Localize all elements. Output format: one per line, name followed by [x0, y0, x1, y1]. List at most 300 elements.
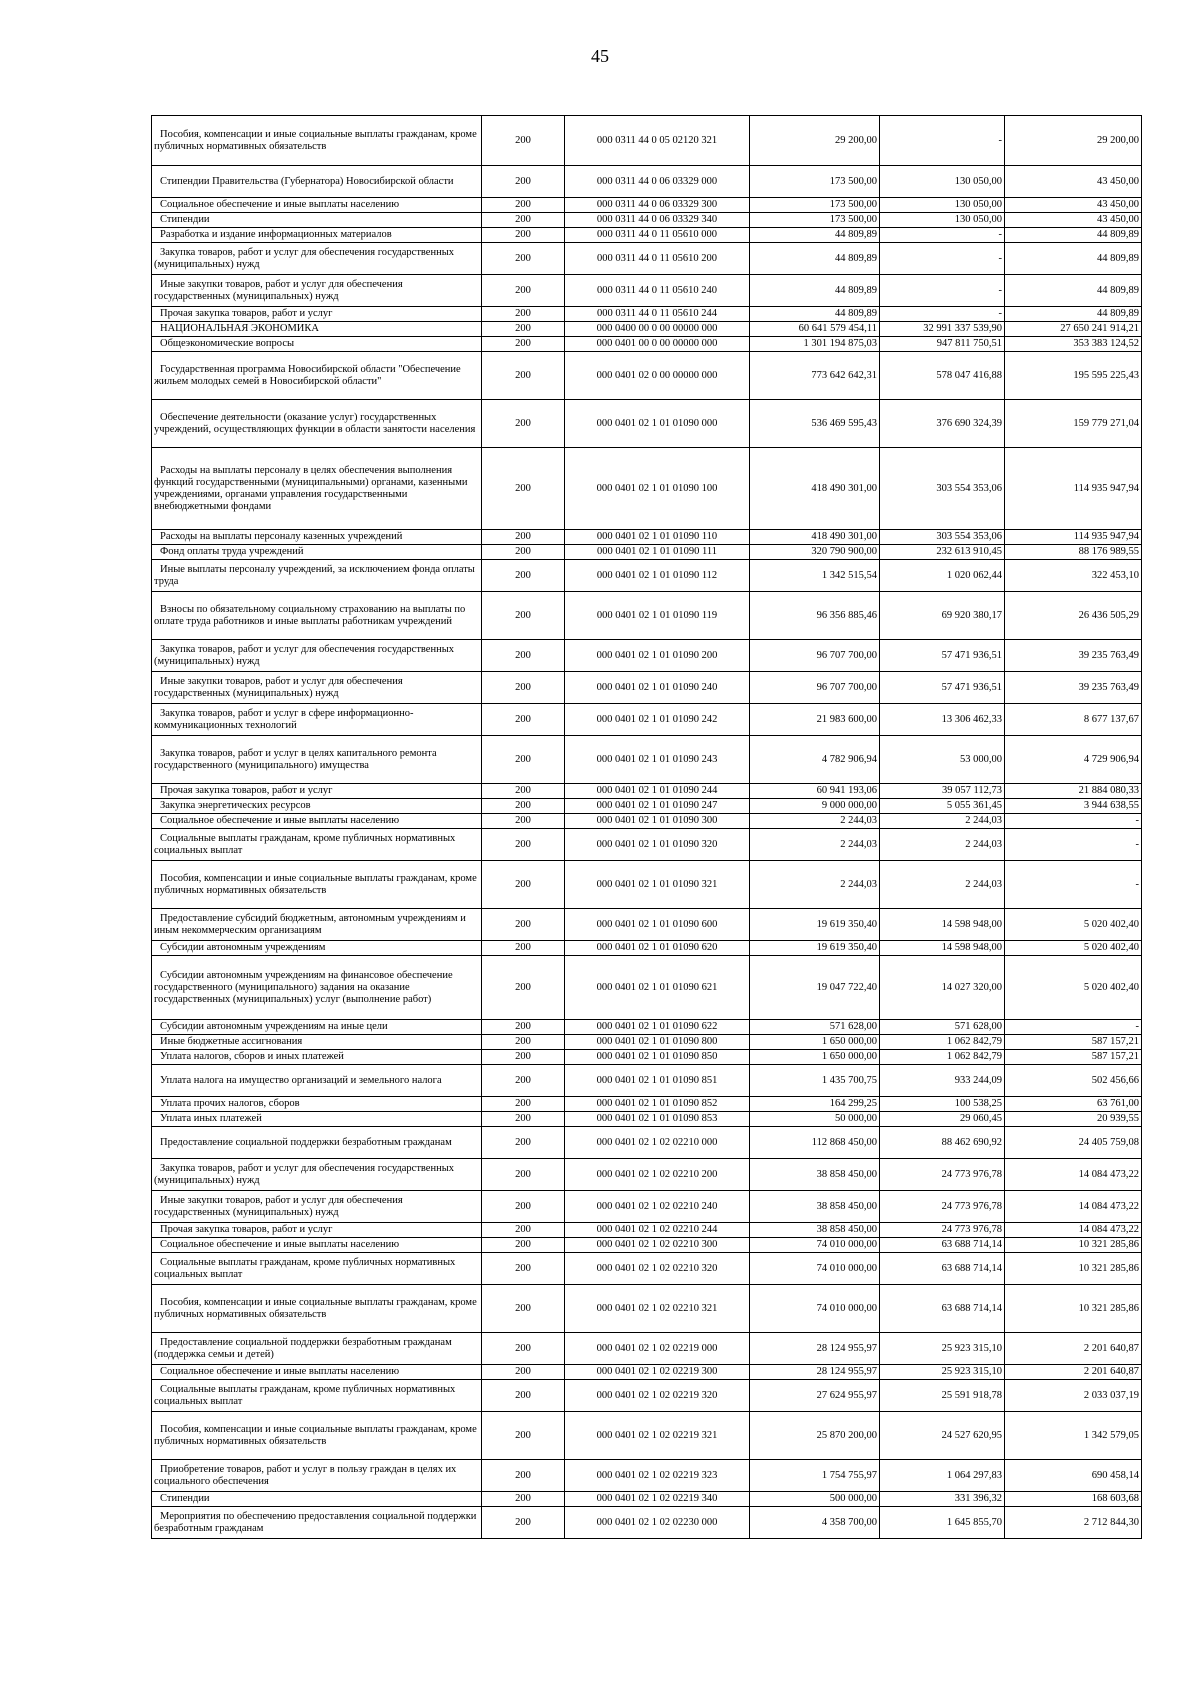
row-unexecuted-cell: 114 935 947,94: [1005, 448, 1142, 530]
row-name-cell: Расходы на выплаты персоналу в целях обеспечения выполнения функций государственными (муниципальными) органами, казенными учреждениями, органами управления государственными внебюджетными фондами: [152, 448, 482, 530]
row-executed-cell: -: [880, 307, 1005, 322]
row-code-cell: 200: [482, 530, 565, 545]
row-approved-cell: 1 650 000,00: [750, 1035, 880, 1050]
row-code-cell: 200: [482, 1127, 565, 1159]
row-unexecuted-cell: 20 939,55: [1005, 1112, 1142, 1127]
row-unexecuted-cell: 4 729 906,94: [1005, 736, 1142, 784]
row-name-cell: Предоставление социальной поддержки безработным гражданам (поддержка семьи и детей): [152, 1333, 482, 1365]
row-code-cell: 200: [482, 545, 565, 560]
row-kbk-cell: 000 0401 02 0 00 00000 000: [565, 352, 750, 400]
row-name-cell: Социальное обеспечение и иные выплаты населению: [152, 1365, 482, 1380]
row-unexecuted-cell: 5 020 402,40: [1005, 941, 1142, 956]
row-approved-cell: 60 941 193,06: [750, 784, 880, 799]
row-kbk-cell: 000 0311 44 0 05 02120 321: [565, 116, 750, 166]
table-row: [152, 640, 1142, 672]
row-executed-cell: 14 598 948,00: [880, 909, 1005, 941]
row-executed-cell: 2 244,03: [880, 814, 1005, 829]
row-code-cell: 200: [482, 814, 565, 829]
row-executed-cell: 24 527 620,95: [880, 1412, 1005, 1460]
table-row: [152, 1333, 1142, 1365]
row-approved-cell: 173 500,00: [750, 213, 880, 228]
row-executed-cell: 130 050,00: [880, 198, 1005, 213]
row-unexecuted-cell: -: [1005, 1020, 1142, 1035]
row-name-cell: Социальные выплаты гражданам, кроме публичных нормативных социальных выплат: [152, 1380, 482, 1412]
row-approved-cell: 2 244,03: [750, 829, 880, 861]
row-approved-cell: 44 809,89: [750, 275, 880, 307]
row-code-cell: 200: [482, 1333, 565, 1365]
row-code-cell: 200: [482, 1507, 565, 1539]
row-executed-cell: 100 538,25: [880, 1097, 1005, 1112]
row-name-cell: Иные закупки товаров, работ и услуг для обеспечения государственных (муниципальных) нужд: [152, 1191, 482, 1223]
row-kbk-cell: 000 0401 02 1 01 01090 622: [565, 1020, 750, 1035]
row-executed-cell: 39 057 112,73: [880, 784, 1005, 799]
row-executed-cell: 1 645 855,70: [880, 1507, 1005, 1539]
row-kbk-cell: 000 0401 02 1 02 02219 000: [565, 1333, 750, 1365]
row-name-cell: Прочая закупка товаров, работ и услуг: [152, 784, 482, 799]
row-name-cell: Предоставление социальной поддержки безработным гражданам: [152, 1127, 482, 1159]
row-executed-cell: 25 591 918,78: [880, 1380, 1005, 1412]
row-unexecuted-cell: 114 935 947,94: [1005, 530, 1142, 545]
row-executed-cell: -: [880, 228, 1005, 243]
row-name-cell: Пособия, компенсации и иные социальные выплаты гражданам, кроме публичных нормативных обязательств: [152, 1285, 482, 1333]
table-row: [152, 1365, 1142, 1380]
row-code-cell: 200: [482, 198, 565, 213]
row-approved-cell: 38 858 450,00: [750, 1191, 880, 1223]
row-name-cell: Закупка товаров, работ и услуг для обеспечения государственных (муниципальных) нужд: [152, 243, 482, 275]
row-code-cell: 200: [482, 1253, 565, 1285]
row-approved-cell: 44 809,89: [750, 243, 880, 275]
row-kbk-cell: 000 0401 02 1 02 02210 200: [565, 1159, 750, 1191]
row-code-cell: 200: [482, 640, 565, 672]
row-kbk-cell: 000 0401 02 1 01 01090 100: [565, 448, 750, 530]
row-name-cell: Закупка товаров, работ и услуг для обеспечения государственных (муниципальных) нужд: [152, 1159, 482, 1191]
row-unexecuted-cell: 14 084 473,22: [1005, 1191, 1142, 1223]
table-row: [152, 1065, 1142, 1097]
row-code-cell: 200: [482, 116, 565, 166]
row-unexecuted-cell: -: [1005, 814, 1142, 829]
row-kbk-cell: 000 0311 44 0 11 05610 240: [565, 275, 750, 307]
row-name-cell: Разработка и издание информационных материалов: [152, 228, 482, 243]
row-executed-cell: 1 020 062,44: [880, 560, 1005, 592]
row-kbk-cell: 000 0401 02 1 02 02210 321: [565, 1285, 750, 1333]
row-code-cell: 200: [482, 1159, 565, 1191]
table-row: [152, 1412, 1142, 1460]
row-executed-cell: 63 688 714,14: [880, 1238, 1005, 1253]
table-row: [152, 243, 1142, 275]
row-code-cell: 200: [482, 213, 565, 228]
row-approved-cell: 74 010 000,00: [750, 1238, 880, 1253]
row-kbk-cell: 000 0401 02 1 02 02219 323: [565, 1460, 750, 1492]
row-executed-cell: 14 027 320,00: [880, 956, 1005, 1020]
row-executed-cell: 933 244,09: [880, 1065, 1005, 1097]
row-kbk-cell: 000 0401 02 1 01 01090 119: [565, 592, 750, 640]
row-name-cell: Уплата иных платежей: [152, 1112, 482, 1127]
row-kbk-cell: 000 0401 02 1 02 02230 000: [565, 1507, 750, 1539]
row-unexecuted-cell: 10 321 285,86: [1005, 1285, 1142, 1333]
row-executed-cell: 88 462 690,92: [880, 1127, 1005, 1159]
table-row: [152, 1507, 1142, 1539]
row-unexecuted-cell: -: [1005, 829, 1142, 861]
row-kbk-cell: 000 0401 02 1 01 01090 800: [565, 1035, 750, 1050]
row-kbk-cell: 000 0401 02 1 02 02210 244: [565, 1223, 750, 1238]
row-name-cell: Социальное обеспечение и иные выплаты населению: [152, 198, 482, 213]
row-executed-cell: 571 628,00: [880, 1020, 1005, 1035]
row-executed-cell: 232 613 910,45: [880, 545, 1005, 560]
row-unexecuted-cell: -: [1005, 861, 1142, 909]
row-code-cell: 200: [482, 352, 565, 400]
row-kbk-cell: 000 0311 44 0 11 05610 244: [565, 307, 750, 322]
table-row: [152, 909, 1142, 941]
row-kbk-cell: 000 0401 02 1 02 02219 340: [565, 1492, 750, 1507]
row-unexecuted-cell: 21 884 080,33: [1005, 784, 1142, 799]
row-name-cell: НАЦИОНАЛЬНАЯ ЭКОНОМИКА: [152, 322, 482, 337]
row-code-cell: 200: [482, 736, 565, 784]
table-row: [152, 530, 1142, 545]
table-row: [152, 166, 1142, 198]
row-code-cell: 200: [482, 1492, 565, 1507]
table-row: [152, 560, 1142, 592]
row-kbk-cell: 000 0401 02 1 01 01090 247: [565, 799, 750, 814]
row-executed-cell: 1 062 842,79: [880, 1035, 1005, 1050]
row-name-cell: Иные выплаты персоналу учреждений, за исключением фонда оплаты труда: [152, 560, 482, 592]
row-unexecuted-cell: 168 603,68: [1005, 1492, 1142, 1507]
row-approved-cell: 1 754 755,97: [750, 1460, 880, 1492]
row-approved-cell: 19 047 722,40: [750, 956, 880, 1020]
row-approved-cell: 21 983 600,00: [750, 704, 880, 736]
table-row: [152, 1460, 1142, 1492]
table-row: [152, 784, 1142, 799]
row-code-cell: 200: [482, 243, 565, 275]
row-kbk-cell: 000 0311 44 0 06 03329 340: [565, 213, 750, 228]
row-executed-cell: 24 773 976,78: [880, 1159, 1005, 1191]
table-row: [152, 1127, 1142, 1159]
row-code-cell: 200: [482, 166, 565, 198]
row-approved-cell: 1 342 515,54: [750, 560, 880, 592]
row-name-cell: Государственная программа Новосибирской области "Обеспечение жильем молодых семей в Новосибирской области": [152, 352, 482, 400]
table-row: [152, 213, 1142, 228]
row-name-cell: Пособия, компенсации и иные социальные выплаты гражданам, кроме публичных нормативных обязательств: [152, 116, 482, 166]
row-executed-cell: 63 688 714,14: [880, 1253, 1005, 1285]
table-row: [152, 1285, 1142, 1333]
row-approved-cell: 60 641 579 454,11: [750, 322, 880, 337]
row-kbk-cell: 000 0401 02 1 01 01090 000: [565, 400, 750, 448]
row-approved-cell: 536 469 595,43: [750, 400, 880, 448]
row-unexecuted-cell: 690 458,14: [1005, 1460, 1142, 1492]
row-approved-cell: 96 707 700,00: [750, 672, 880, 704]
row-name-cell: Приобретение товаров, работ и услуг в пользу граждан в целях их социального обеспечения: [152, 1460, 482, 1492]
table-row: [152, 1020, 1142, 1035]
row-code-cell: 200: [482, 322, 565, 337]
row-executed-cell: 24 773 976,78: [880, 1223, 1005, 1238]
row-executed-cell: -: [880, 116, 1005, 166]
table-row: [152, 829, 1142, 861]
row-unexecuted-cell: 44 809,89: [1005, 307, 1142, 322]
table-row: [152, 275, 1142, 307]
row-approved-cell: 27 624 955,97: [750, 1380, 880, 1412]
row-unexecuted-cell: 39 235 763,49: [1005, 672, 1142, 704]
row-approved-cell: 418 490 301,00: [750, 530, 880, 545]
row-executed-cell: 57 471 936,51: [880, 672, 1005, 704]
row-kbk-cell: 000 0401 02 1 01 01090 112: [565, 560, 750, 592]
row-code-cell: 200: [482, 1412, 565, 1460]
row-kbk-cell: 000 0401 02 1 01 01090 244: [565, 784, 750, 799]
row-executed-cell: 331 396,32: [880, 1492, 1005, 1507]
table-body: [152, 116, 1142, 1539]
row-approved-cell: 571 628,00: [750, 1020, 880, 1035]
table-row: [152, 1159, 1142, 1191]
row-kbk-cell: 000 0400 00 0 00 00000 000: [565, 322, 750, 337]
row-unexecuted-cell: 3 944 638,55: [1005, 799, 1142, 814]
row-approved-cell: 112 868 450,00: [750, 1127, 880, 1159]
row-unexecuted-cell: 159 779 271,04: [1005, 400, 1142, 448]
row-code-cell: 200: [482, 672, 565, 704]
row-executed-cell: 53 000,00: [880, 736, 1005, 784]
row-approved-cell: 1 435 700,75: [750, 1065, 880, 1097]
row-approved-cell: 44 809,89: [750, 228, 880, 243]
row-unexecuted-cell: 8 677 137,67: [1005, 704, 1142, 736]
row-name-cell: Иные закупки товаров, работ и услуг для обеспечения государственных (муниципальных) нужд: [152, 672, 482, 704]
row-kbk-cell: 000 0401 02 1 01 01090 850: [565, 1050, 750, 1065]
row-code-cell: 200: [482, 1191, 565, 1223]
row-executed-cell: 32 991 337 539,90: [880, 322, 1005, 337]
row-unexecuted-cell: 14 084 473,22: [1005, 1223, 1142, 1238]
row-approved-cell: 500 000,00: [750, 1492, 880, 1507]
row-approved-cell: 173 500,00: [750, 198, 880, 213]
row-name-cell: Пособия, компенсации и иные социальные выплаты гражданам, кроме публичных нормативных обязательств: [152, 861, 482, 909]
row-approved-cell: 2 244,03: [750, 861, 880, 909]
row-code-cell: 200: [482, 1035, 565, 1050]
row-unexecuted-cell: 44 809,89: [1005, 275, 1142, 307]
table-row: [152, 545, 1142, 560]
table-row: [152, 1492, 1142, 1507]
row-name-cell: Закупка энергетических ресурсов: [152, 799, 482, 814]
row-kbk-cell: 000 0401 02 1 01 01090 600: [565, 909, 750, 941]
row-name-cell: Субсидии автономным учреждениям на иные цели: [152, 1020, 482, 1035]
row-code-cell: 200: [482, 1065, 565, 1097]
row-name-cell: Фонд оплаты труда учреждений: [152, 545, 482, 560]
row-unexecuted-cell: 24 405 759,08: [1005, 1127, 1142, 1159]
row-executed-cell: 303 554 353,06: [880, 530, 1005, 545]
row-kbk-cell: 000 0401 02 1 01 01090 111: [565, 545, 750, 560]
row-code-cell: 200: [482, 956, 565, 1020]
row-unexecuted-cell: 29 200,00: [1005, 116, 1142, 166]
row-approved-cell: 164 299,25: [750, 1097, 880, 1112]
row-approved-cell: 29 200,00: [750, 116, 880, 166]
row-name-cell: Общеэкономические вопросы: [152, 337, 482, 352]
row-approved-cell: 38 858 450,00: [750, 1159, 880, 1191]
row-executed-cell: 25 923 315,10: [880, 1333, 1005, 1365]
row-unexecuted-cell: 2 033 037,19: [1005, 1380, 1142, 1412]
row-approved-cell: 28 124 955,97: [750, 1365, 880, 1380]
row-name-cell: Уплата налога на имущество организаций и земельного налога: [152, 1065, 482, 1097]
row-unexecuted-cell: 43 450,00: [1005, 198, 1142, 213]
row-approved-cell: 9 000 000,00: [750, 799, 880, 814]
row-unexecuted-cell: 353 383 124,52: [1005, 337, 1142, 352]
row-unexecuted-cell: 10 321 285,86: [1005, 1253, 1142, 1285]
row-code-cell: 200: [482, 1050, 565, 1065]
table-row: [152, 941, 1142, 956]
row-kbk-cell: 000 0401 02 1 01 01090 240: [565, 672, 750, 704]
row-approved-cell: 28 124 955,97: [750, 1333, 880, 1365]
row-kbk-cell: 000 0401 02 1 01 01090 853: [565, 1112, 750, 1127]
row-executed-cell: 130 050,00: [880, 213, 1005, 228]
row-unexecuted-cell: 5 020 402,40: [1005, 909, 1142, 941]
row-approved-cell: 25 870 200,00: [750, 1412, 880, 1460]
row-kbk-cell: 000 0311 44 0 06 03329 300: [565, 198, 750, 213]
row-approved-cell: 173 500,00: [750, 166, 880, 198]
row-kbk-cell: 000 0401 02 1 01 01090 852: [565, 1097, 750, 1112]
row-name-cell: Закупка товаров, работ и услуг для обеспечения государственных (муниципальных) нужд: [152, 640, 482, 672]
row-name-cell: Стипендии: [152, 213, 482, 228]
row-name-cell: Прочая закупка товаров, работ и услуг: [152, 1223, 482, 1238]
table-row: [152, 116, 1142, 166]
table-row: [152, 307, 1142, 322]
row-executed-cell: 130 050,00: [880, 166, 1005, 198]
row-kbk-cell: 000 0401 00 0 00 00000 000: [565, 337, 750, 352]
table-row: [152, 1191, 1142, 1223]
row-approved-cell: 320 790 900,00: [750, 545, 880, 560]
table-row: [152, 592, 1142, 640]
row-name-cell: Стипендии: [152, 1492, 482, 1507]
row-code-cell: 200: [482, 861, 565, 909]
table-row: [152, 1035, 1142, 1050]
row-code-cell: 200: [482, 909, 565, 941]
row-kbk-cell: 000 0401 02 1 02 02219 321: [565, 1412, 750, 1460]
row-code-cell: 200: [482, 1460, 565, 1492]
table-row: [152, 1238, 1142, 1253]
row-approved-cell: 2 244,03: [750, 814, 880, 829]
row-kbk-cell: 000 0401 02 1 01 01090 320: [565, 829, 750, 861]
row-name-cell: Предоставление субсидий бюджетным, автономным учреждениям и иным некоммерческим организациям: [152, 909, 482, 941]
table-row: [152, 1097, 1142, 1112]
row-approved-cell: 96 707 700,00: [750, 640, 880, 672]
row-unexecuted-cell: 2 201 640,87: [1005, 1333, 1142, 1365]
row-name-cell: Прочая закупка товаров, работ и услуг: [152, 307, 482, 322]
row-unexecuted-cell: 43 450,00: [1005, 213, 1142, 228]
row-kbk-cell: 000 0401 02 1 01 01090 200: [565, 640, 750, 672]
row-code-cell: 200: [482, 829, 565, 861]
budget-execution-table: [151, 115, 1142, 1539]
table-row: [152, 814, 1142, 829]
row-name-cell: Мероприятия по обеспечению предоставления социальной поддержки безработным гражданам: [152, 1507, 482, 1539]
row-kbk-cell: 000 0401 02 1 02 02219 300: [565, 1365, 750, 1380]
page-number: 45: [591, 46, 609, 66]
table-row: [152, 448, 1142, 530]
row-approved-cell: 4 358 700,00: [750, 1507, 880, 1539]
row-name-cell: Социальные выплаты гражданам, кроме публичных нормативных социальных выплат: [152, 829, 482, 861]
row-unexecuted-cell: 26 436 505,29: [1005, 592, 1142, 640]
row-kbk-cell: 000 0401 02 1 01 01090 321: [565, 861, 750, 909]
row-name-cell: Субсидии автономным учреждениям: [152, 941, 482, 956]
row-name-cell: Закупка товаров, работ и услуг в целях капитального ремонта государственного (муниципального) имущества: [152, 736, 482, 784]
row-kbk-cell: 000 0401 02 1 01 01090 620: [565, 941, 750, 956]
row-approved-cell: 44 809,89: [750, 307, 880, 322]
row-kbk-cell: 000 0311 44 0 06 03329 000: [565, 166, 750, 198]
row-approved-cell: 96 356 885,46: [750, 592, 880, 640]
row-unexecuted-cell: 2 201 640,87: [1005, 1365, 1142, 1380]
table-row: [152, 1380, 1142, 1412]
row-kbk-cell: 000 0401 02 1 02 02210 320: [565, 1253, 750, 1285]
table-row: [152, 861, 1142, 909]
row-name-cell: Иные закупки товаров, работ и услуг для обеспечения государственных (муниципальных) нужд: [152, 275, 482, 307]
row-approved-cell: 1 301 194 875,03: [750, 337, 880, 352]
row-name-cell: Уплата налогов, сборов и иных платежей: [152, 1050, 482, 1065]
row-approved-cell: 418 490 301,00: [750, 448, 880, 530]
table-row: [152, 337, 1142, 352]
row-unexecuted-cell: 27 650 241 914,21: [1005, 322, 1142, 337]
row-unexecuted-cell: 88 176 989,55: [1005, 545, 1142, 560]
row-kbk-cell: 000 0401 02 1 02 02210 000: [565, 1127, 750, 1159]
row-code-cell: 200: [482, 941, 565, 956]
row-name-cell: Уплата прочих налогов, сборов: [152, 1097, 482, 1112]
row-unexecuted-cell: 63 761,00: [1005, 1097, 1142, 1112]
table-row: [152, 198, 1142, 213]
table-row: [152, 1112, 1142, 1127]
row-executed-cell: -: [880, 243, 1005, 275]
row-executed-cell: 947 811 750,51: [880, 337, 1005, 352]
row-code-cell: 200: [482, 1097, 565, 1112]
table-row: [152, 228, 1142, 243]
row-executed-cell: 2 244,03: [880, 861, 1005, 909]
row-name-cell: Взносы по обязательному социальному страхованию на выплаты по оплате труда работников и иные выплаты работникам учреждений: [152, 592, 482, 640]
table-row: [152, 799, 1142, 814]
row-executed-cell: 1 064 297,83: [880, 1460, 1005, 1492]
row-kbk-cell: 000 0401 02 1 01 01090 621: [565, 956, 750, 1020]
row-approved-cell: 19 619 350,40: [750, 909, 880, 941]
table-row: [152, 672, 1142, 704]
row-kbk-cell: 000 0401 02 1 02 02219 320: [565, 1380, 750, 1412]
row-name-cell: Социальные выплаты гражданам, кроме публичных нормативных социальных выплат: [152, 1253, 482, 1285]
row-kbk-cell: 000 0401 02 1 01 01090 243: [565, 736, 750, 784]
table-row: [152, 1050, 1142, 1065]
table-row: [152, 322, 1142, 337]
row-executed-cell: 57 471 936,51: [880, 640, 1005, 672]
row-unexecuted-cell: 502 456,66: [1005, 1065, 1142, 1097]
row-unexecuted-cell: 587 157,21: [1005, 1035, 1142, 1050]
row-unexecuted-cell: 195 595 225,43: [1005, 352, 1142, 400]
row-kbk-cell: 000 0311 44 0 11 05610 000: [565, 228, 750, 243]
row-executed-cell: 63 688 714,14: [880, 1285, 1005, 1333]
row-code-cell: 200: [482, 1380, 565, 1412]
row-approved-cell: 1 650 000,00: [750, 1050, 880, 1065]
row-executed-cell: 14 598 948,00: [880, 941, 1005, 956]
row-name-cell: Социальное обеспечение и иные выплаты населению: [152, 1238, 482, 1253]
row-approved-cell: 773 642 642,31: [750, 352, 880, 400]
row-code-cell: 200: [482, 560, 565, 592]
row-executed-cell: 1 062 842,79: [880, 1050, 1005, 1065]
row-unexecuted-cell: 2 712 844,30: [1005, 1507, 1142, 1539]
row-name-cell: Обеспечение деятельности (оказание услуг) государственных учреждений, осуществляющих функции в области занятости населения: [152, 400, 482, 448]
row-code-cell: 200: [482, 1365, 565, 1380]
row-unexecuted-cell: 44 809,89: [1005, 243, 1142, 275]
row-code-cell: 200: [482, 704, 565, 736]
row-code-cell: 200: [482, 1285, 565, 1333]
row-code-cell: 200: [482, 400, 565, 448]
row-executed-cell: -: [880, 275, 1005, 307]
row-code-cell: 200: [482, 1112, 565, 1127]
row-kbk-cell: 000 0401 02 1 02 02210 300: [565, 1238, 750, 1253]
table-row: [152, 400, 1142, 448]
row-executed-cell: 29 060,45: [880, 1112, 1005, 1127]
row-approved-cell: 50 000,00: [750, 1112, 880, 1127]
row-name-cell: Закупка товаров, работ и услуг в сфере информационно-коммуникационных технологий: [152, 704, 482, 736]
row-approved-cell: 38 858 450,00: [750, 1223, 880, 1238]
row-approved-cell: 74 010 000,00: [750, 1285, 880, 1333]
row-approved-cell: 74 010 000,00: [750, 1253, 880, 1285]
row-unexecuted-cell: 14 084 473,22: [1005, 1159, 1142, 1191]
row-approved-cell: 19 619 350,40: [750, 941, 880, 956]
row-executed-cell: 25 923 315,10: [880, 1365, 1005, 1380]
